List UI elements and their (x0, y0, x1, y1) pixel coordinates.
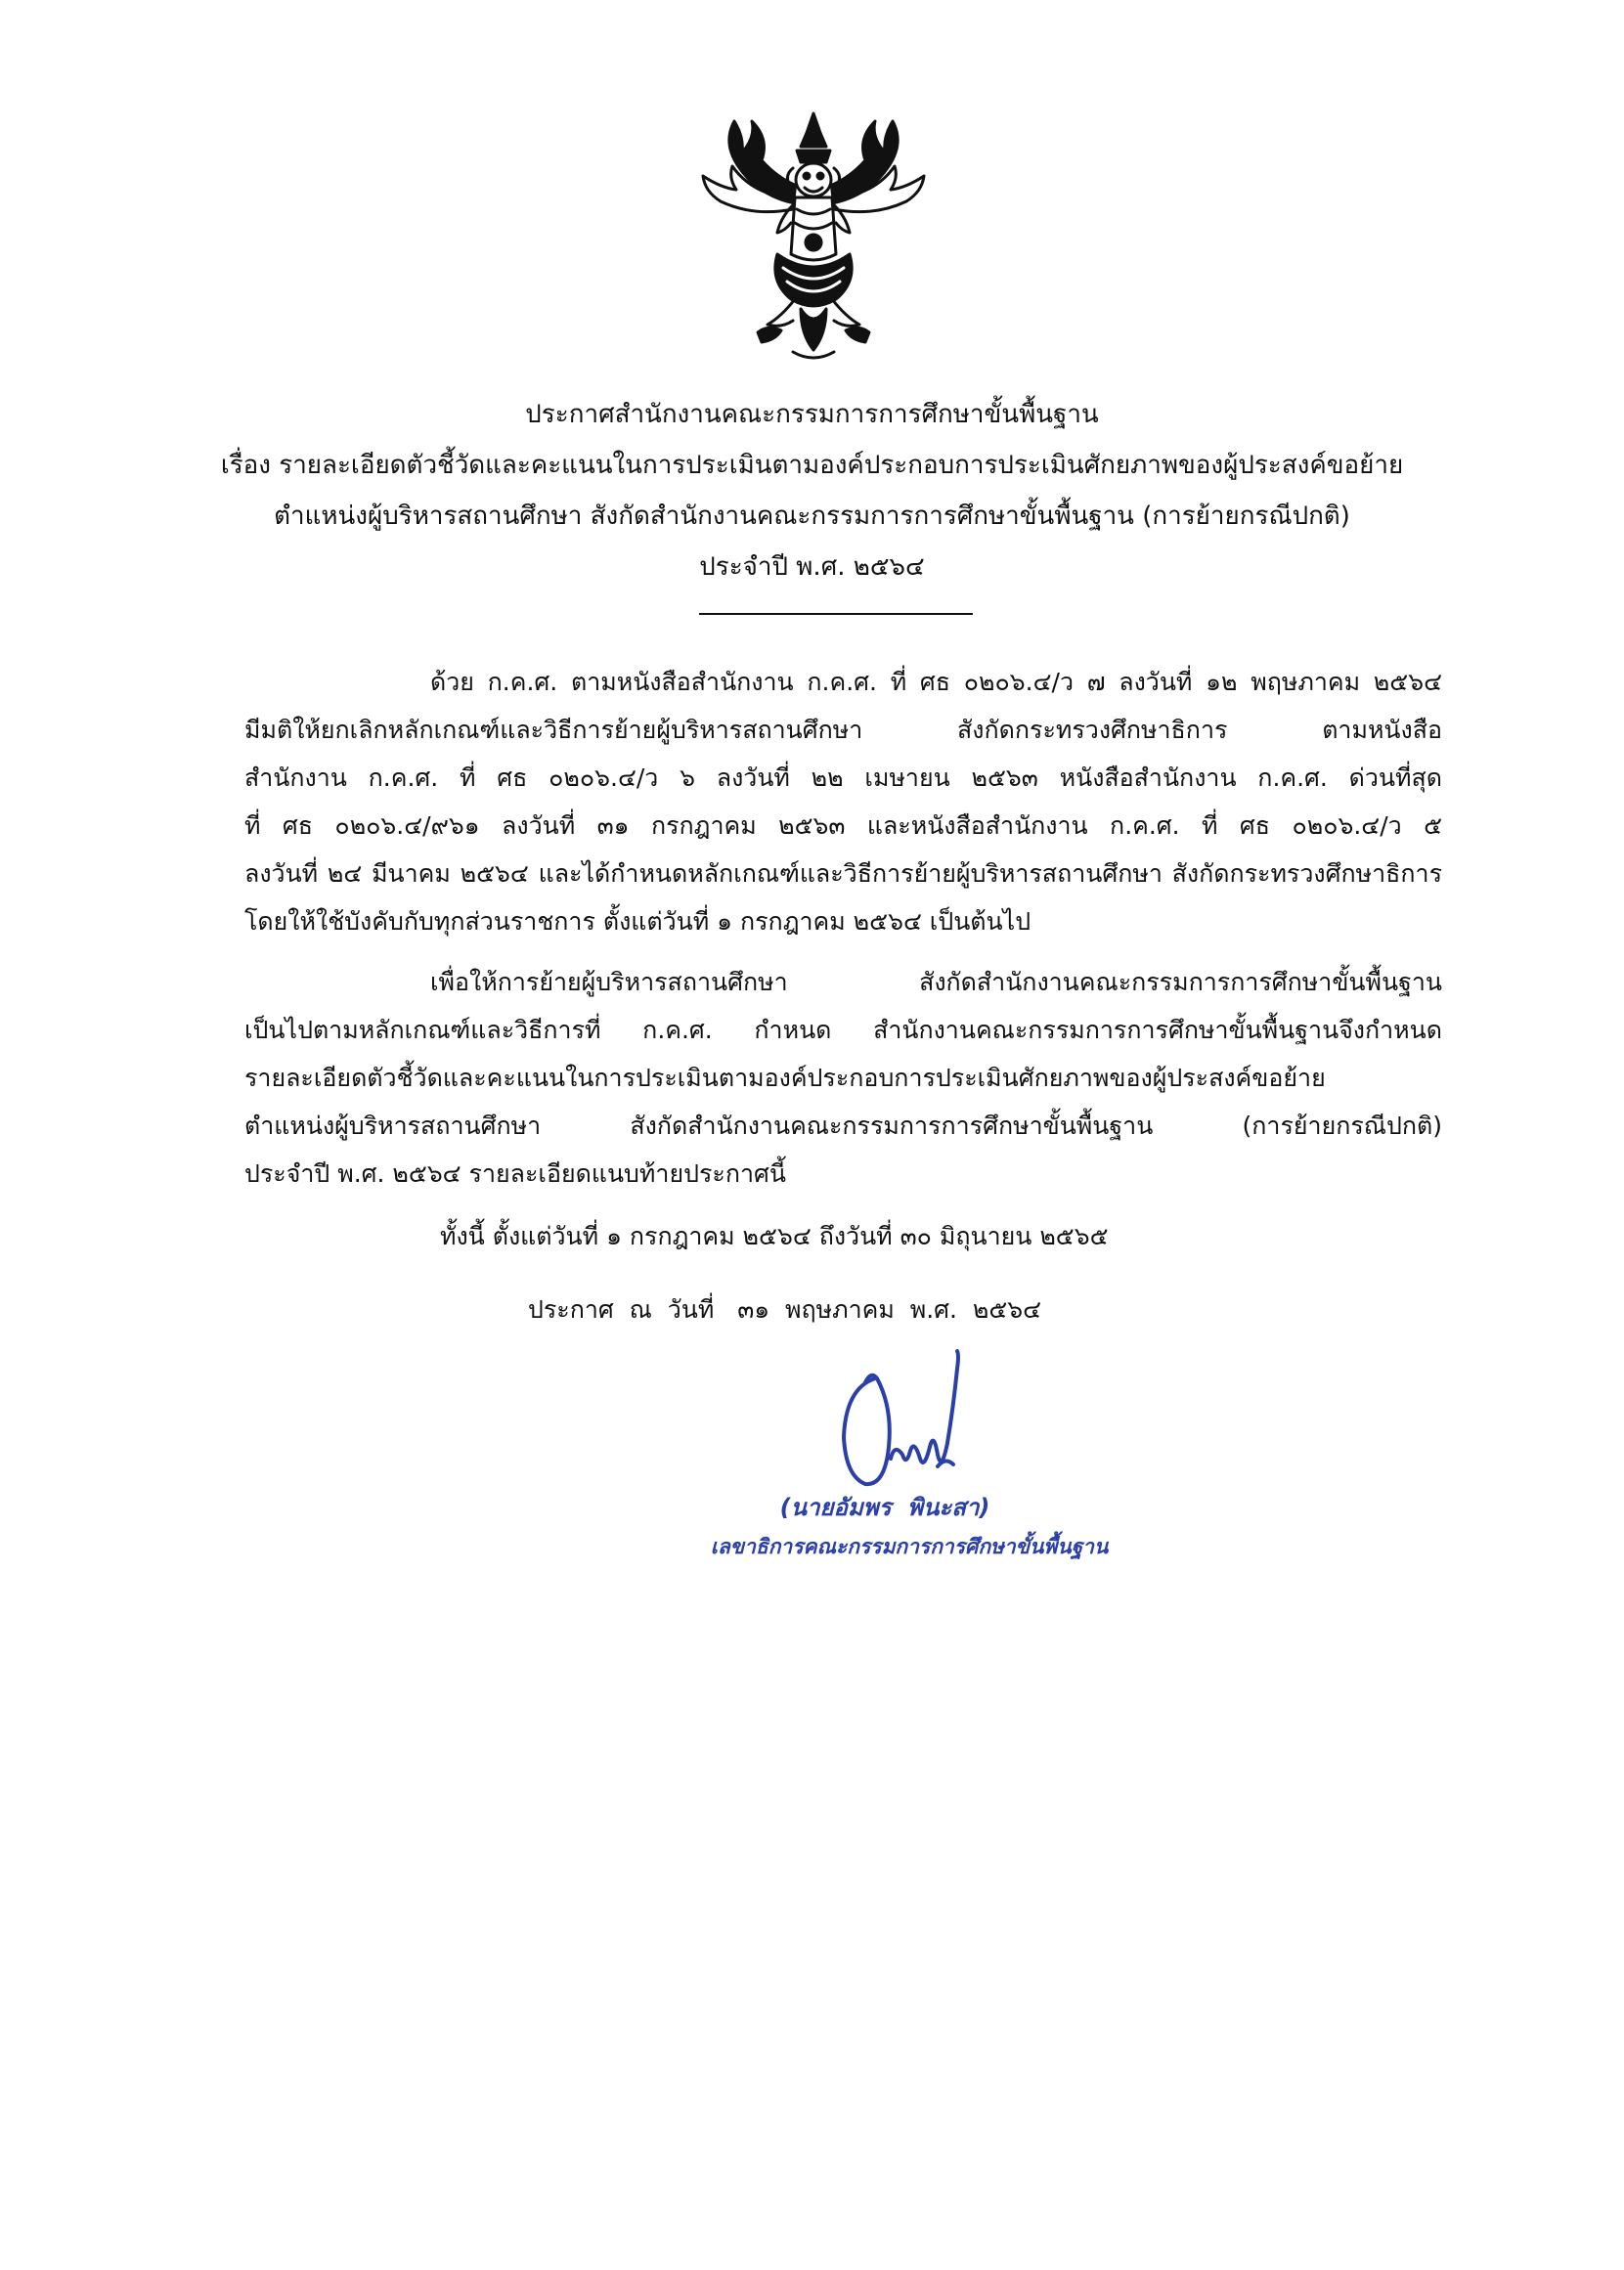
announcement-subject-line-2: ตำแหน่งผู้บริหารสถานศึกษา สังกัดสำนักงานคณะกรรมการการศึกษาขั้นพื้นฐาน (การย้ายกรณีปกติ) (274, 502, 1350, 531)
announcement-year: ประจำปี พ.ศ. ๒๕๖๔ (699, 552, 925, 582)
garuda-emblem-icon (699, 108, 929, 371)
paragraph-1-line: มีมติให้ยกเลิกหลักเกณฑ์และวิธีการย้ายผู้บริหารสถานศึกษา สังกัดกระทรวงศึกษาธิการ ตามหนังสือ (244, 716, 1442, 744)
announcement-date: ประกาศ ณ วันที่ ๓๑ พฤษภาคม พ.ศ. ๒๕๖๔ (528, 1295, 1042, 1324)
signatory-name: (นายอัมพร พินะสา) (779, 1494, 990, 1521)
paragraph-2-line: ประจำปี พ.ศ. ๒๕๖๔ รายละเอียดแนบท้ายประกาศนี้ (244, 1159, 786, 1188)
title-divider (699, 613, 973, 615)
paragraph-1-line: สำนักงาน ก.ค.ศ. ที่ ศธ ๐๒๐๖.๔/ว ๖ ลงวันที่ ๒๒ เมษายน ๒๕๖๓ หนังสือสำนักงาน ก.ค.ศ. ด่วนที่สุด (244, 764, 1442, 792)
paragraph-2-line: เพื่อให้การย้ายผู้บริหารสถานศึกษา สังกัดสำนักงานคณะกรรมการการศึกษาขั้นพื้นฐาน (430, 968, 1442, 996)
paragraph-1-line: ที่ ศธ ๐๒๐๖.๔/๙๖๑ ลงวันที่ ๓๑ กรกฎาคม ๒๕๖๓ และหนังสือสำนักงาน ก.ค.ศ. ที่ ศธ ๐๒๐๖.๔/ว ๕ (244, 811, 1442, 840)
effective-period: ทั้งนี้ ตั้งแต่วันที่ ๑ กรกฎาคม ๒๕๖๔ ถึงวันที่ ๓๐ มิถุนายน ๒๕๖๕ (440, 1222, 1109, 1250)
paragraph-2-line: เป็นไปตามหลักเกณฑ์และวิธีการที่ ก.ค.ศ. กำหนด สำนักงานคณะกรรมการการศึกษาขั้นพื้นฐานจึงกำหนด (244, 1016, 1442, 1044)
paragraph-1-line: ด้วย ก.ค.ศ. ตามหนังสือสำนักงาน ก.ค.ศ. ที่ ศธ ๐๒๐๖.๔/ว ๗ ลงวันที่ ๑๒ พฤษภาคม ๒๕๖๔ (430, 668, 1442, 696)
announcement-title: ประกาศสำนักงานคณะกรรมการการศึกษาขั้นพื้นฐาน (525, 400, 1099, 429)
paragraph-2-line: ตำแหน่งผู้บริหารสถานศึกษา สังกัดสำนักงานคณะกรรมการการศึกษาขั้นพื้นฐาน (การย้ายกรณีปกติ) (244, 1112, 1442, 1140)
signatory-title: เลขาธิการคณะกรรมการการศึกษาขั้นพื้นฐาน (710, 1535, 1109, 1558)
paragraph-1-line: ลงวันที่ ๒๔ มีนาคม ๒๕๖๔ และได้กำหนดหลักเกณฑ์และวิธีการย้ายผู้บริหารสถานศึกษา สังกัดกระทรวงศึกษาธิการ (244, 859, 1442, 888)
announcement-subject-line-1: เรื่อง รายละเอียดตัวชี้วัดและคะแนนในการประเมินตามองค์ประกอบการประเมินศักยภาพของผู้ประสงค์ขอย้าย (220, 451, 1404, 480)
paragraph-1-line: โดยให้ใช้บังคับกับทุกส่วนราชการ ตั้งแต่วันที่ ๑ กรกฎาคม ๒๕๖๔ เป็นต้นไป (244, 907, 1031, 936)
paragraph-2-line: รายละเอียดตัวชี้วัดและคะแนนในการประเมินตามองค์ประกอบการประเมินศักยภาพของผู้ประสงค์ขอย้าย (244, 1064, 1326, 1092)
